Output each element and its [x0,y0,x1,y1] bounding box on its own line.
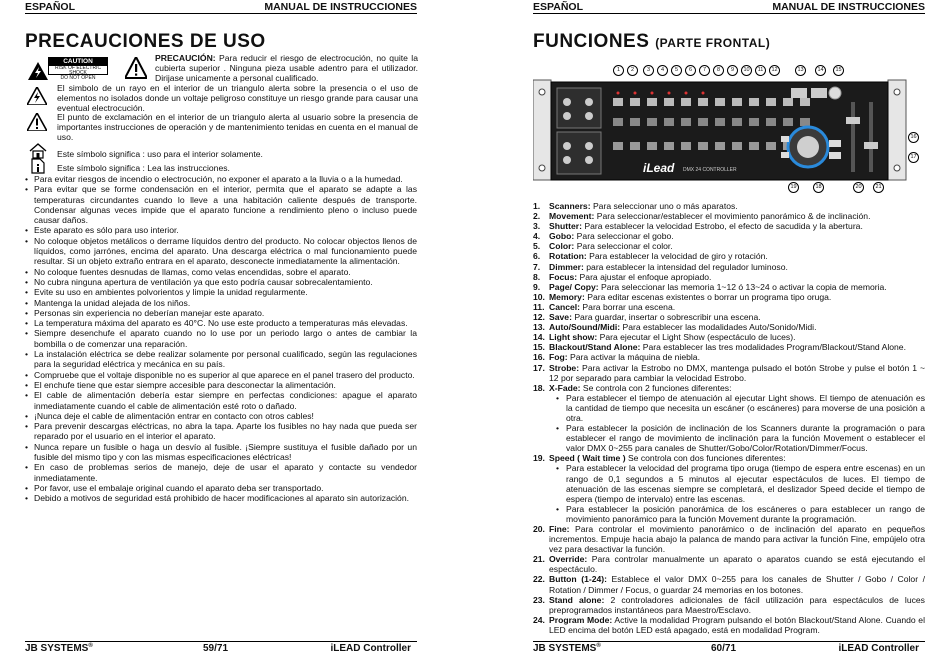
callout-number: 2 [627,65,638,76]
function-description: Para seleccionar el gobo. [574,231,674,242]
controller-front-panel [533,62,925,192]
list-item: • Por favor, use el embalaje original cuando el aparato deba ser transportado. [25,483,417,493]
function-item [533,262,925,272]
function-description: Para seleccionar uno o más aparatos. [590,201,738,211]
function-description: Para controlar el movimiento panorámico o de inclinación del aparato en pequeños incrementos. Empuje hacia abajo la palanca de mando para activar la función Fine, empújelo otra vez para desactivar la función. [549,524,925,555]
list-item: • Para evitar riesgos de incendio o electrocución, no exponer el aparato a la lluvia o a la humedad. [25,174,417,184]
function-item [533,282,925,292]
header-language: ESPAÑOL [533,0,583,13]
lightning-triangle-icon [27,87,47,110]
function-number: 16. [533,352,545,363]
callout-number: 14 [815,65,826,76]
list-item: • Para prevenir descargas eléctricas, no abra la tapa. Aparte los fusibles no hay nada que pueda ser reparado por el usuario en el interior el aparato. [25,421,417,442]
function-item [533,595,925,615]
function-key: Rotation: [549,251,587,262]
function-description: Establece el valor DMX 0~255 para los canales de Shutter / Gobo / Color / Rotation / Dimmer / Focus, o guardar 24 memorias en los botones. [549,574,925,595]
function-number: 6. [533,251,541,262]
function-description: Para establecer la velocidad de giro y rotación. [586,251,768,262]
function-description: Para seleccionar las memoria 1~12 ó 13~24 o activar la copia de memoria. [598,281,887,292]
callout-number: 17 [908,152,919,163]
callout-number: 16 [908,132,919,143]
function-key: Fog: [549,352,568,363]
controller-illustration [533,62,925,192]
function-item [533,211,925,221]
function-item [533,231,925,241]
function-key: Stand alone: [549,594,605,605]
function-item [533,251,925,261]
function-key: Page/ Copy: [549,281,599,292]
function-number: 7. [533,261,541,272]
footer-brand: JB SYSTEMS® [533,643,601,654]
callout-number: 1 [613,65,624,76]
function-number: 10. [533,291,545,302]
function-description: Para borrar una escena. [580,301,676,312]
callout-number: 18 [813,182,824,193]
function-item [533,241,925,251]
list-item: • El enchufe tiene que estar siempre accesible para desconectar la alimentación. [25,380,417,390]
lightning-triangle-icon [28,62,48,85]
function-item [533,574,925,594]
function-number: 14. [533,332,545,343]
function-number: 17. [533,362,545,373]
page-title: FUNCIONES (PARTE FRONTAL) [533,31,771,52]
function-item [533,363,925,383]
header-title: MANUAL DE INSTRUCCIONES [772,0,925,13]
function-sublist [549,463,925,524]
function-sublist [549,393,925,454]
function-key: Speed ( Wait time ) [549,453,626,464]
function-number: 22. [533,574,545,585]
function-number: 20. [533,524,545,534]
function-key: Dimmer: [549,261,584,272]
manual-symbol-paragraph: Este símbolo significa : Lea las instrucciones. [57,163,230,173]
function-item [533,302,925,312]
list-item: • Nunca repare un fusible o haga un desvío al fusible. ¡Siempre sustituya el fusible dañado por un fusible del mismo tipo y con las mismas especificaciones eléctricas! [25,442,417,463]
list-item: • Siempre desenchufe el aparato cuando no lo use por un periodo largo o antes de cambiar la bombilla o de comenzar una reparación. [25,328,417,349]
list-item: • Personas sin experiencia no deberían manejar este aparato. [25,308,417,318]
list-item: • La temperatura máxima del aparato es 40°C. No use este producto a temperaturas más elevadas. [25,318,417,328]
function-subitem: • Para establecer el tiempo de atenuación al ejecutar Light shows. El tiempo de atenuación es la cantidad de tiempo que necesita un escáner (o escáneres) para moverse de una posición a otra. [549,393,925,423]
function-item [533,221,925,231]
function-item [533,352,925,362]
function-number: 15. [533,342,545,353]
indoor-symbol-paragraph: Este símbolo significa : uso para el interior solamente. [57,149,263,159]
list-item: • No cubra ninguna apertura de ventilación ya que esto podría causar sobrecalentamiento. [25,277,417,287]
callout-number: 13 [795,65,806,76]
function-key: Gobo: [549,231,575,242]
caution-label: CAUTION RISK OF ELECTRIC SHOCK DO NOT OPEN [48,57,108,75]
page-header [533,0,925,14]
exclamation-symbol-paragraph: El punto de exclamación en el interior de un triangulo alerta al usuario sobre la presencia de importantes instrucciones de operación y de mantenimiento tenidas en cuenta en el manual de uso. [57,112,418,143]
function-number: 2. [533,211,541,222]
function-item [533,453,925,524]
callout-number: 19 [788,182,799,193]
function-description: Para establecer las tres modalidades Program/Blackout/Stand Alone. [640,342,906,353]
list-item: • El cable de alimentación debería estar siempre en perfectas condiciones: apague el aparato inmediatamente cuando el cable de alimentación esté roto o dañado. [25,390,417,411]
function-description: Active la modalidad Program pulsando el botón Blackout/Stand Alone. Cuando el LED encima del botón LED está apagado, está en modalidad Program. [549,614,925,635]
function-description: Para ejecutar el Light Show (espectáculo de luces). [597,332,796,343]
function-key: Focus: [549,271,578,282]
header-language: ESPAÑOL [25,0,75,13]
list-item: • En caso de problemas serios de manejo, deje de usar el aparato y contacte su vendedor inmediatamente. [25,462,417,483]
callout-number: 12 [769,65,780,76]
function-key: Shutter: [549,221,582,232]
precaucion-paragraph: PRECAUCIÓN: Para reducir el riesgo de electrocución, no quite la cubierta superior . Ninguna pieza usable adentro para el utilizador. Dirijase unicamente a personal cualificado. [155,53,418,84]
callout-number: 9 [727,65,738,76]
function-description: Para establecer las modalidades Auto/Sonido/Midi. [620,322,817,333]
function-key: Cancel: [549,301,581,312]
footer-product: iLEAD Controller [838,643,919,654]
function-description: 2 controladores adicionales de fácil utilización para espectáculos de luces preprogramados instantáneos para Maestro/Esclavo. [549,594,925,615]
function-description: para establecer la intensidad del regulador luminoso. [583,261,788,272]
function-number: 18. [533,382,545,393]
function-number: 4. [533,231,541,242]
function-item [533,312,925,322]
function-number: 24. [533,614,545,625]
callout-number: 11 [755,65,766,76]
footer-page-number: 60/71 [711,643,737,654]
list-item: • Para evitar que se forme condensación en el interior, permita que el aparato se adapte a las temperaturas circundantes cuando lo lleve a una habitación caliente después de transporte. Condensar algunas veces impide que el aparato funcione a rendimiento pleno o incluso puede causar daños. [25,184,417,225]
list-item: • La instalación eléctrica se debe realizar solamente por personal cualificado, según las regulaciones para la seguridad eléctrica y mecánica en su país. [25,349,417,370]
function-number: 12. [533,312,545,323]
list-item: • No coloque objetos metálicos o derrame líquidos dentro del producto. No colocar objectos llenos de líquidos, como jarrónes, encima del aparato. Una descarga eléctrica o mal funcionamiento puede resultar. Si un objeto extraño entrara en el aparato, desconecte inmediatamente la alimentación. [25,236,417,267]
function-number: 5. [533,241,541,252]
function-description: Para establecer la velocidad Estrobo, el efecto de sacudida y la abertura. [581,221,863,232]
function-number: 8. [533,271,541,282]
function-subitem: • Para establecer la posición de inclinación de los Scanners durante la programación o para establecer el rango de movimiento de inclinación para la función Movement o establecer el valor DMX 0~255 para canales de Shutter/Gobo/Color/Rotation/Dimmer/Focus. [549,423,925,453]
function-key: Program Mode: [549,614,613,625]
function-number: 23. [533,594,545,605]
lightning-symbol-paragraph: El simbolo de un rayo en el interior de un triangulo alerta sobre la presencia o el uso de elementos no isolados donde un voltaje peligroso constituye un riesgo grande para causar una eventual electrocución. [57,83,418,114]
function-subitem: • Para establecer la posición panorámica de los escáneres o para establecer un rango de movimiento panorámico para la función Movement durante la programación. [549,504,925,524]
list-item: • Este aparato es sólo para uso interior. [25,225,417,235]
list-item: • Debido a motivos de seguridad está prohibido de hacer modificaciones al aparato sin autorización. [25,493,417,503]
function-item [533,201,925,211]
callout-number: 4 [657,65,668,76]
function-key: Movement: [549,211,595,222]
callout-number: 7 [699,65,710,76]
callout-number: 5 [671,65,682,76]
function-key: Strobe: [549,362,580,373]
list-item: • Mantenga la unidad alejada de los niños. [25,298,417,308]
exclamation-triangle-icon [125,57,147,84]
function-key: Save: [549,312,572,323]
device-logo: iLead [643,161,675,175]
function-description: Para activar la máquina de niebla. [567,352,700,363]
precautions-list [25,174,417,504]
function-item [533,524,925,554]
function-description: Para ajustar el enfoque apropiado. [577,271,712,282]
functions-list [533,201,925,635]
function-item [533,342,925,352]
function-key: Fine: [549,524,570,534]
left-page [25,0,417,654]
function-description: Se controla con 2 funciones diferentes: [580,382,732,393]
function-item [533,292,925,302]
callout-number: 15 [833,65,844,76]
callout-number: 10 [741,65,752,76]
function-description: Para editar escenas existentes o borrar un programa tipo oruga. [584,291,832,302]
function-key: Auto/Sound/Midi: [549,322,621,333]
function-item [533,383,925,454]
function-item [533,615,925,635]
function-key: Memory: [549,291,585,302]
function-key: Override: [549,554,588,565]
function-key: X-Fade: [549,382,581,393]
function-number: 1. [533,201,541,211]
function-number: 13. [533,322,545,333]
footer-brand: JB SYSTEMS® [25,643,93,654]
function-item [533,332,925,342]
page-title: PRECAUCIONES DE USO [25,31,266,52]
function-number: 21. [533,554,545,565]
function-key: Scanners: [549,201,591,211]
footer-page-number: 59/71 [203,643,229,654]
function-key: Blackout/Stand Alone: [549,342,641,353]
callout-number: 6 [685,65,696,76]
function-number: 11. [533,301,545,312]
page-footer [533,641,925,653]
function-key: Button (1-24): [549,574,607,585]
device-model: DMX 24 CONTROLLER [683,167,737,173]
function-number: 9. [533,281,541,292]
function-key: Color: [549,241,575,252]
function-description: Para controlar manualmente un aparato o aparatos cuando se está ejecutando el espectáculo. [549,554,925,575]
function-description: Para guardar, insertar o sobrescribir una escena. [571,312,761,323]
function-number: 3. [533,221,541,232]
callout-number: 20 [853,182,864,193]
list-item: • Compruebe que el voltaje disponible no es superior al que aparece en el panel trasero del producto. [25,370,417,380]
function-item [533,554,925,574]
page-header [25,0,417,14]
function-subitem: • Para establecer la velocidad del programa tipo oruga (tiempo de espera entre escenas) en un rango de 0,1 segundos a 5 minutos al ejecutar espectáculos de luces. El tiempo de atenuación de las escenas siempre se completará, el deslizador Speed decide el tiempo de espera (tiempo de intervalo) entre las escenas. [549,463,925,503]
function-number: 19. [533,453,545,464]
function-description: Para seleccionar el color. [574,241,673,252]
page-footer [25,641,417,653]
list-item: • No coloque fuentes desnudas de llamas, como velas encendidas, sobre el aparato. [25,267,417,277]
function-description: Para seleccionar/establecer el movimiento panorámico & de inclinación. [594,211,871,222]
callout-number: 3 [643,65,654,76]
callout-number: 8 [713,65,724,76]
function-description: Para activar la Estrobo no DMX, mantenga pulsado el botón Strobe y pulse el botón 1 ~ 12 por separado para cambiar la velocidad Estrobo. [549,362,925,383]
right-page [533,0,925,654]
list-item: • Evite su uso en ambientes polvorientos y limpie la unidad regularmente. [25,287,417,297]
callout-number: 21 [873,182,884,193]
footer-product: iLEAD Controller [330,643,411,654]
function-item [533,322,925,332]
list-item: • ¡Nunca deje el cable de alimentación entrar en contacto con otros cables! [25,411,417,421]
function-item [533,272,925,282]
function-description: Se controla con dos funciones diferentes: [625,453,786,464]
function-key: Light show: [549,332,598,343]
header-title: MANUAL DE INSTRUCCIONES [264,0,417,13]
exclamation-triangle-icon [27,113,47,136]
